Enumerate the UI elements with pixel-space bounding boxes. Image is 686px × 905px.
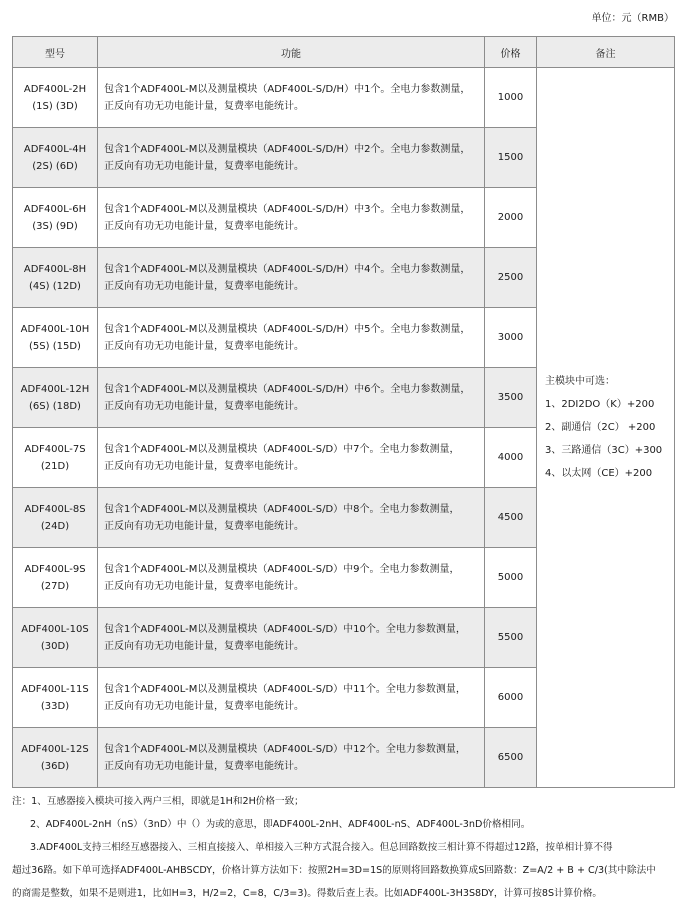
- function-text: 正反向有功无功电能计量，复费率电能统计。: [104, 280, 304, 292]
- remark-cell: [537, 68, 675, 788]
- model-cell: [13, 728, 98, 788]
- function-cell: [98, 428, 485, 488]
- price-cell: 3500: [485, 368, 537, 428]
- model-variants: (4S) (12D): [29, 280, 81, 292]
- function-text: 正反向有功无功电能计量，复费率电能统计。: [104, 460, 304, 472]
- function-text: 包含1个ADF400L-M以及测量模块（ADF400L-S/D）中12个。全电力参数测量，: [104, 743, 466, 755]
- model-variants: (6S) (18D): [29, 400, 81, 412]
- model-cell: [13, 608, 98, 668]
- model-variants: (3S) (9D): [32, 220, 78, 232]
- function-text: 包含1个ADF400L-M以及测量模块（ADF400L-S/D）中11个。全电力参数测量，: [104, 683, 466, 695]
- model-name: ADF400L-4H: [23, 143, 87, 155]
- function-text: 正反向有功无功电能计量，复费率电能统计。: [104, 580, 304, 592]
- header-remark: 备注: [537, 37, 675, 68]
- price-cell: 3000: [485, 308, 537, 368]
- function-cell: [98, 248, 485, 308]
- model-cell: [13, 668, 98, 728]
- function-text: 包含1个ADF400L-M以及测量模块（ADF400L-S/D/H）中5个。全电力参数测量，: [104, 323, 471, 335]
- function-text: 正反向有功无功电能计量，复费率电能统计。: [104, 520, 304, 532]
- model-name: ADF400L-10H: [20, 323, 90, 335]
- model-variants: (33D): [40, 700, 70, 712]
- function-cell: [98, 728, 485, 788]
- model-name: ADF400L-10S: [21, 623, 89, 635]
- model-name: ADF400L-7S: [24, 443, 86, 455]
- function-text: 包含1个ADF400L-M以及测量模块（ADF400L-S/D/H）中1个。全电力参数测量，: [104, 83, 471, 95]
- unit-label: 单位：元（RMB）: [591, 13, 674, 24]
- model-name: ADF400L-8S: [24, 503, 86, 515]
- function-text: 正反向有功无功电能计量，复费率电能统计。: [104, 640, 304, 652]
- header-function: 功能: [98, 37, 485, 68]
- function-cell: [98, 308, 485, 368]
- model-cell: [13, 308, 98, 368]
- function-text: 包含1个ADF400L-M以及测量模块（ADF400L-S/D/H）中6个。全电力参数测量，: [104, 383, 471, 395]
- model-name: ADF400L-9S: [24, 563, 86, 575]
- function-cell: [98, 668, 485, 728]
- price-cell: 2000: [485, 188, 537, 248]
- table-header-row: [13, 37, 675, 68]
- price-cell: 5000: [485, 548, 537, 608]
- model-name: ADF400L-12S: [21, 743, 89, 755]
- model-cell: [13, 488, 98, 548]
- model-variants: (36D): [40, 760, 70, 772]
- note-line: 2、ADF400L-2nH（nS）（3nD）中（）为或的意思，即ADF400L-2nH、ADF400L-nS、ADF400L-3nD价格相同。: [30, 819, 531, 830]
- model-cell: [13, 248, 98, 308]
- function-text: 正反向有功无功电能计量，复费率电能统计。: [104, 760, 304, 772]
- model-cell: [13, 368, 98, 428]
- function-text: 包含1个ADF400L-M以及测量模块（ADF400L-S/D）中10个。全电力参数测量，: [104, 623, 466, 635]
- model-variants: (27D): [40, 580, 70, 592]
- model-cell: [13, 188, 98, 248]
- function-cell: [98, 488, 485, 548]
- model-cell: [13, 428, 98, 488]
- function-text: 正反向有功无功电能计量，复费率电能统计。: [104, 100, 304, 112]
- model-variants: (30D): [40, 640, 70, 652]
- model-name: ADF400L-12H: [20, 383, 90, 395]
- remark-item: 4、以太网（CE）+200: [545, 468, 653, 479]
- model-cell: [13, 128, 98, 188]
- model-name: ADF400L-8H: [23, 263, 87, 275]
- price-cell: 6500: [485, 728, 537, 788]
- model-name: ADF400L-11S: [21, 683, 89, 695]
- model-variants: (24D): [40, 520, 70, 532]
- function-cell: [98, 68, 485, 128]
- function-text: 正反向有功无功电能计量，复费率电能统计。: [104, 160, 304, 172]
- header-model: 型号: [13, 37, 98, 68]
- function-text: 正反向有功无功电能计量，复费率电能统计。: [104, 700, 304, 712]
- function-text: 包含1个ADF400L-M以及测量模块（ADF400L-S/D）中9个。全电力参数测量，: [104, 563, 460, 575]
- price-cell: 1500: [485, 128, 537, 188]
- model-variants: (21D): [40, 460, 70, 472]
- model-name: ADF400L-2H: [23, 83, 87, 95]
- model-name: ADF400L-6H: [23, 203, 87, 215]
- price-cell: 6000: [485, 668, 537, 728]
- table-row: [13, 68, 675, 128]
- price-cell: 1000: [485, 68, 537, 128]
- function-cell: [98, 608, 485, 668]
- model-variants: (1S) (3D): [32, 100, 78, 112]
- price-cell: 4500: [485, 488, 537, 548]
- price-cell: 4000: [485, 428, 537, 488]
- note-line: 3.ADF400L支持三相经互感器接入、三相直接接入、单相接入三种方式混合接入。但总回路数按三相计算不得超过12路，按单相计算不得: [30, 842, 613, 853]
- function-text: 正反向有功无功电能计量，复费率电能统计。: [104, 400, 304, 412]
- function-text: 包含1个ADF400L-M以及测量模块（ADF400L-S/D）中8个。全电力参数测量，: [104, 503, 460, 515]
- price-table: [12, 36, 675, 788]
- notes-section: [12, 790, 674, 905]
- function-cell: [98, 128, 485, 188]
- function-cell: [98, 368, 485, 428]
- note-line: 的商需是整数，如果不是则进1，比如H=3，H/2=2，C=8，C/3=3)。得数后查上表。比如ADF400L-3H3S8DY，计算可按8S计算价格。: [12, 888, 603, 899]
- function-cell: [98, 548, 485, 608]
- model-variants: (5S) (15D): [29, 340, 81, 352]
- function-cell: [98, 188, 485, 248]
- model-cell: [13, 548, 98, 608]
- header-price: 价格: [485, 37, 537, 68]
- remark-item: 2、副通信（2C） +200: [545, 422, 656, 433]
- remark-title: 主模块中可选：: [545, 376, 615, 387]
- price-cell: 5500: [485, 608, 537, 668]
- function-text: 包含1个ADF400L-M以及测量模块（ADF400L-S/D/H）中4个。全电力参数测量，: [104, 263, 471, 275]
- model-variants: (2S) (6D): [32, 160, 78, 172]
- note-line: 注：1、互感器接入模块可接入两户三相，即就是1H和2H价格一致；: [12, 796, 304, 807]
- remark-item: 1、2DI2DO（K）+200: [545, 399, 655, 410]
- function-text: 正反向有功无功电能计量，复费率电能统计。: [104, 340, 304, 352]
- price-cell: 2500: [485, 248, 537, 308]
- note-line: 超过36路。如下单可选择ADF400L-AHBSCDY，价格计算方法如下：按照2H=3D=1S的原则将回路数换算成S回路数：Z=A/2 + B + C/3(其中除法中: [12, 865, 656, 876]
- function-text: 包含1个ADF400L-M以及测量模块（ADF400L-S/D）中7个。全电力参数测量，: [104, 443, 460, 455]
- model-cell: [13, 68, 98, 128]
- function-text: 正反向有功无功电能计量，复费率电能统计。: [104, 220, 304, 232]
- function-text: 包含1个ADF400L-M以及测量模块（ADF400L-S/D/H）中3个。全电力参数测量，: [104, 203, 471, 215]
- remark-item: 3、三路通信（3C）+300: [545, 445, 663, 456]
- function-text: 包含1个ADF400L-M以及测量模块（ADF400L-S/D/H）中2个。全电力参数测量，: [104, 143, 471, 155]
